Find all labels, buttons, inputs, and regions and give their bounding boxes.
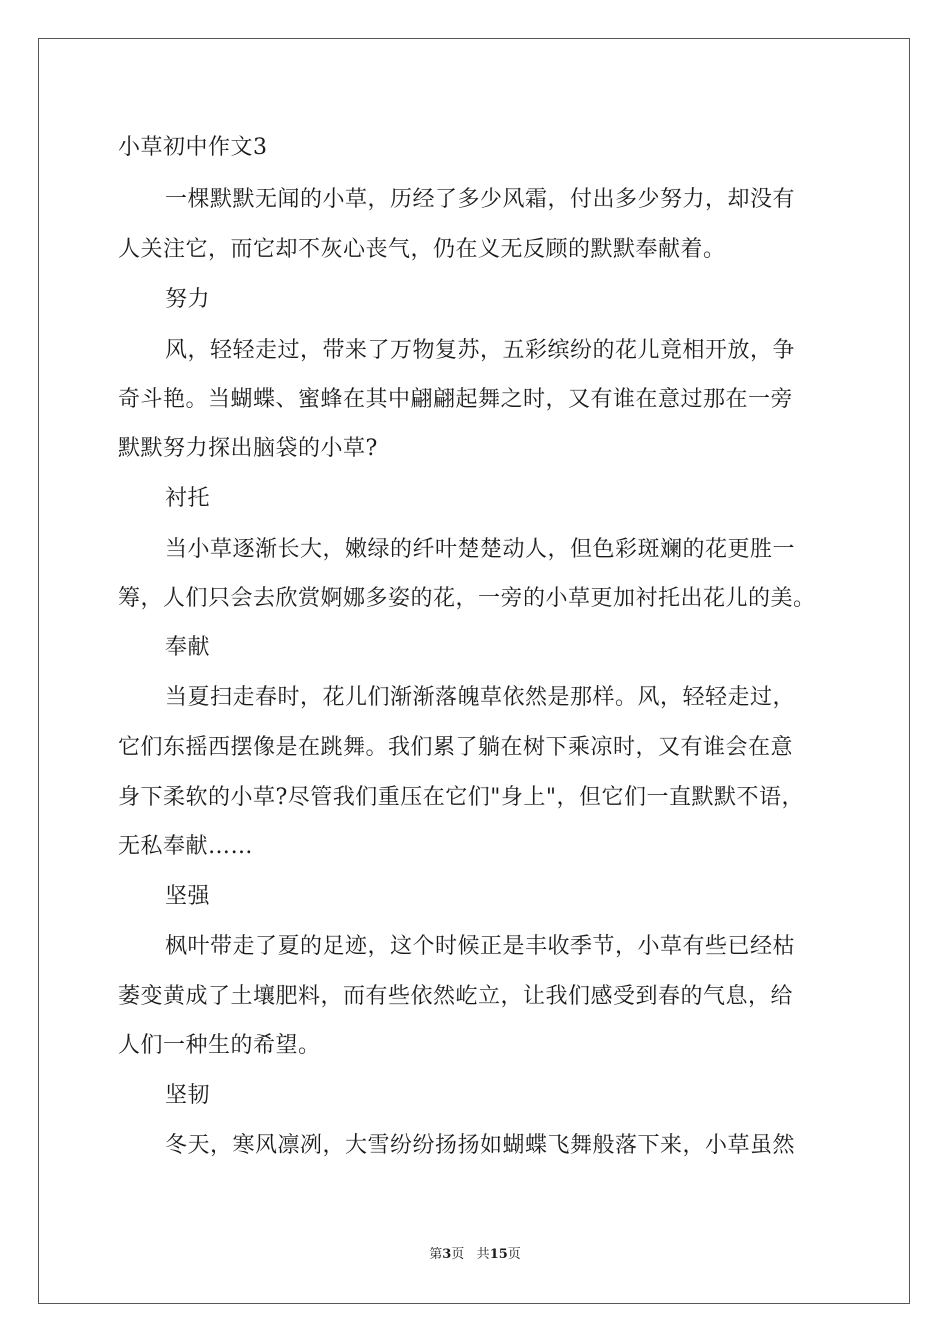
- paragraph-line: 人们一种生的希望。: [118, 1033, 321, 1058]
- paragraph-line: 当夏扫走春时，花儿们渐渐落魄草依然是那样。风，轻轻走过，: [165, 685, 796, 710]
- paragraph-line: 筹，人们只会去欣赏婀娜多姿的花，一旁的小草更加衬托出花儿的美。: [118, 586, 816, 611]
- section-heading: 坚韧: [165, 1083, 211, 1108]
- total-page-count: 15: [489, 1247, 508, 1262]
- section-heading: 衬托: [165, 486, 211, 511]
- section-heading: 努力: [165, 287, 211, 312]
- page-suffix: 页: [451, 1247, 465, 1262]
- section-heading: 坚强: [165, 884, 211, 909]
- paragraph-line: 无私奉献……: [118, 834, 254, 859]
- total-prefix: 共: [476, 1247, 490, 1262]
- page-prefix: 第: [429, 1247, 443, 1262]
- paragraph-line: 默默努力探出脑袋的小草?: [118, 436, 378, 461]
- page-number-footer: [0, 1246, 950, 1264]
- paragraph-line: 萎变黄成了土壤肥料，而有些依然屹立，让我们感受到春的气息，给: [118, 984, 794, 1009]
- paragraph-line: 身下柔软的小草?尽管我们重压在它们"身上"，但它们一直默默不语，: [118, 785, 805, 810]
- paragraph-line: 当小草逐渐长大，嫩绿的纤叶楚楚动人，但色彩斑斓的花更胜一: [165, 537, 796, 562]
- paragraph-line: 人关注它，而它却不灰心丧气，仍在义无反顾的默默奉献着。: [118, 237, 726, 262]
- document-title: 小草初中作文3: [118, 135, 268, 160]
- paragraph-line: 奇斗艳。当蝴蝶、蜜蜂在其中翩翩起舞之时，又有谁在意过那在一旁: [118, 387, 794, 412]
- current-page-number: 3: [442, 1247, 452, 1262]
- total-suffix: 页: [507, 1247, 521, 1262]
- paragraph-line: 冬天，寒风凛冽，大雪纷纷扬扬如蝴蝶飞舞般落下来，小草虽然: [165, 1133, 796, 1158]
- page-border: [38, 38, 910, 1304]
- paragraph-line: 风，轻轻走过，带来了万物复苏，五彩缤纷的花儿竟相开放，争: [165, 338, 796, 363]
- paragraph-line: 一棵默默无闻的小草，历经了多少风霜，付出多少努力，却没有: [165, 187, 796, 212]
- paragraph-line: 它们东摇西摆像是在跳舞。我们累了躺在树下乘凉时，又有谁会在意: [118, 735, 794, 760]
- paragraph-line: 枫叶带走了夏的足迹，这个时候正是丰收季节，小草有些已经枯: [165, 934, 796, 959]
- section-heading: 奉献: [165, 635, 211, 660]
